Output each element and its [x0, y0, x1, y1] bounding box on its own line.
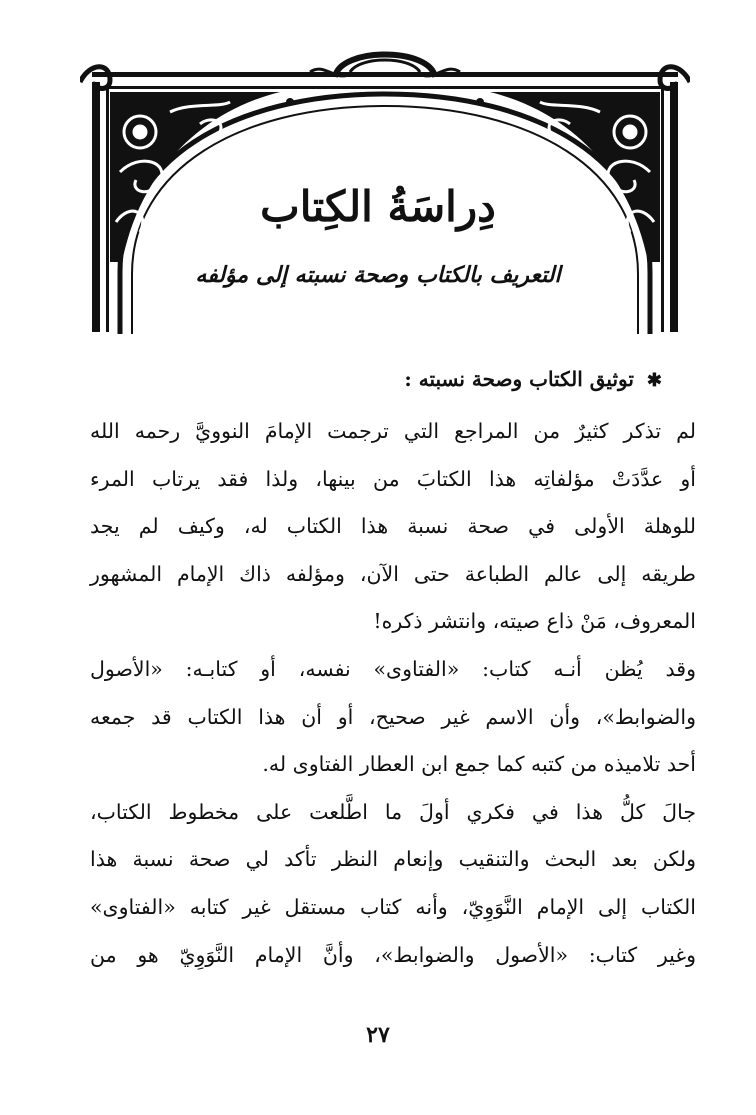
- text-line: لم تذكر كثيرٌ من المراجع التي ترجمت الإمامَ النوويَّ رحمه الله: [90, 419, 696, 443]
- asterisk-icon: ✱: [646, 370, 662, 391]
- text-line: والضوابط»، وأن الاسم غير صحيح، أو أن هذا الكتاب قد جمعه: [90, 704, 696, 729]
- text-line: جالَ كلُّ هذا في فكري أولَ ما اطَّلعت على مخطوط الكتاب،: [90, 799, 696, 824]
- chapter-title: دِراسَةُ الكِتاب: [260, 182, 496, 231]
- section-heading: [102, 367, 662, 391]
- paragraph-2: [90, 646, 696, 789]
- text-line: المعروف، مَنْ ذاع صيته، وانتشر ذكره!: [373, 609, 696, 634]
- chapter-subtitle: التعريف بالكتاب وصحة نسبته إلى مؤلفه: [195, 262, 561, 288]
- text-line: وقد يُظن أنـه كتاب: «الفتاوى» نفسه، أو كتابـه: «الأصول: [90, 656, 696, 681]
- text-line: الكتاب إلى الإمام النَّوَوِيّ، وأنه كتاب مستقل غير كتابه «الفتاوى»: [90, 894, 696, 919]
- text-line: وغير كتاب: «الأصول والضوابط»، وأنَّ الإمام النَّوَوِيّ هو من: [90, 942, 696, 967]
- text-line: أحد تلاميذه من كتبه كما جمع ابن العطار الفتاوى له.: [262, 752, 696, 777]
- text-line: للوهلة الأولى في صحة نسبة هذا الكتاب له، وكيف لم يجد: [90, 514, 696, 539]
- paragraph-1: [90, 408, 696, 646]
- section-heading-text: توثيق الكتاب وصحة نسبته :: [404, 367, 634, 391]
- page-number: ٢٧: [366, 1022, 390, 1048]
- body-text: [90, 408, 696, 979]
- text-line: ولكن بعد البحث والتنقيب وإنعام النظر تأكد لي صحة نسبة هذا: [90, 847, 696, 872]
- paragraph-3: [90, 789, 696, 979]
- text-line: أو عدَّدَتْ مؤلفاتِه هذا الكتابَ من بينها، ولذا فقد يرتاب المرء: [90, 466, 696, 491]
- text-line: طريقه إلى عالم الطباعة حتى الآن، ومؤلفه ذاك الإمام المشهور: [90, 561, 696, 586]
